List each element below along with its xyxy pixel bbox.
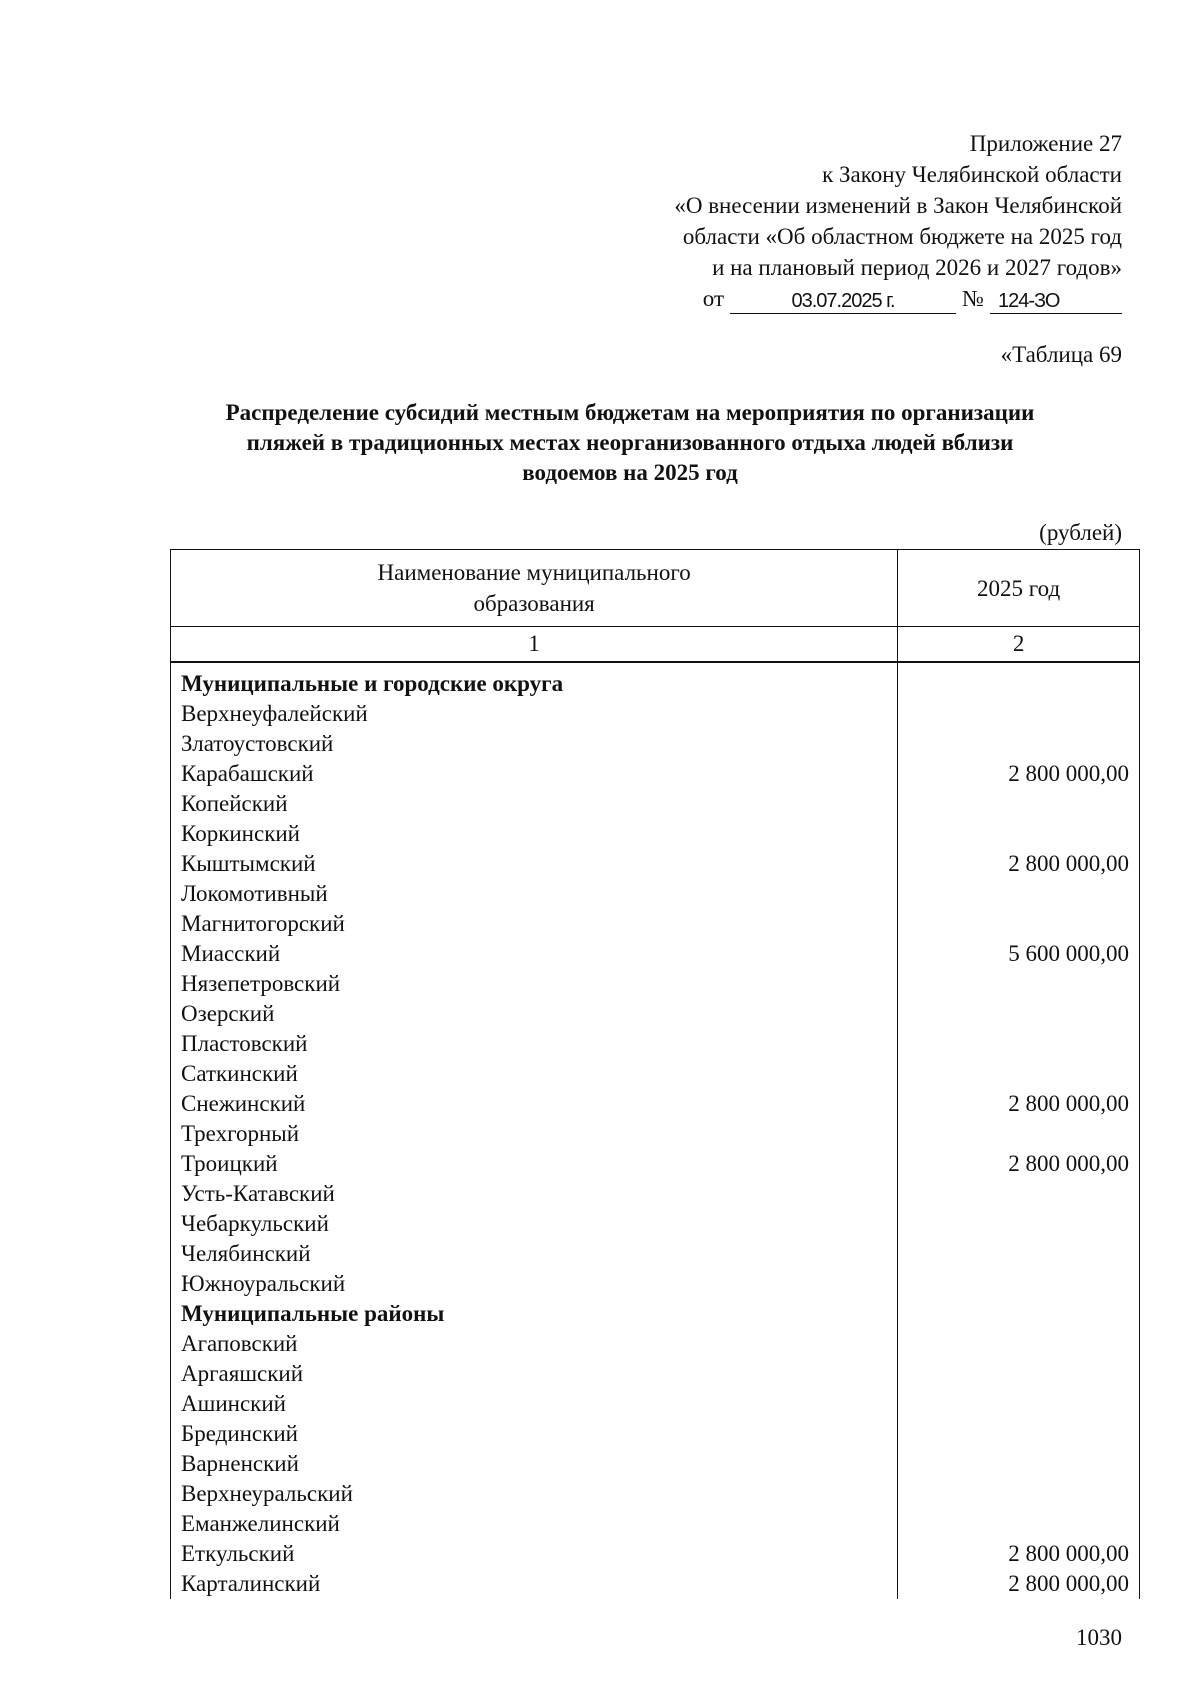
table-row: [171, 879, 1140, 909]
municipality-name: Саткинский: [171, 1059, 898, 1089]
subsidy-amount: [898, 819, 1140, 849]
table-row: [171, 1179, 1140, 1209]
municipality-name: Еманжелинский: [171, 1509, 898, 1539]
table-row: [171, 1059, 1140, 1089]
subsidy-amount: [898, 1209, 1140, 1239]
table-row: [171, 1359, 1140, 1389]
table-row: [171, 789, 1140, 819]
subsidy-amount: [898, 1299, 1140, 1329]
page-number: 1030: [1076, 1625, 1122, 1650]
table-group-row: [171, 662, 1140, 699]
subsidy-amount: 5 600 000,00: [898, 939, 1140, 969]
table-row: [171, 1569, 1140, 1599]
table-row: [171, 729, 1140, 759]
subsidy-amount: [898, 1059, 1140, 1089]
number-prefix: №: [962, 286, 984, 311]
column-number-row: [171, 627, 1140, 663]
table-row: [171, 1389, 1140, 1419]
municipality-name: Миасский: [171, 939, 898, 969]
subsidy-amount: [898, 1329, 1140, 1359]
subsidy-amount: [898, 729, 1140, 759]
municipality-name: Верхнеуфалейский: [171, 699, 898, 729]
subsidy-amount: 2 800 000,00: [898, 1569, 1140, 1599]
municipality-name: Локомотивный: [171, 879, 898, 909]
municipality-name: Нязепетровский: [171, 969, 898, 999]
table-row: [171, 1269, 1140, 1299]
municipality-name: Усть-Катавский: [171, 1179, 898, 1209]
table-row: [171, 1479, 1140, 1509]
header-line: к Закону Челябинской области: [822, 162, 1122, 187]
table-row: [171, 1509, 1140, 1539]
table-row: [171, 1239, 1140, 1269]
table-row: [171, 699, 1140, 729]
municipality-name: Южноуральский: [171, 1269, 898, 1299]
table-row: [171, 819, 1140, 849]
subsidy-amount: [898, 662, 1140, 699]
table-row: [171, 999, 1140, 1029]
subsidy-amount: [898, 1449, 1140, 1479]
subsidy-amount: 2 800 000,00: [898, 1149, 1140, 1179]
law-date: 03.07.2025 г.: [730, 289, 956, 314]
column-number: 1: [171, 627, 898, 663]
unit-label: (рублей): [1039, 520, 1122, 545]
column-number: 2: [898, 627, 1140, 663]
municipality-name: Чебаркульский: [171, 1209, 898, 1239]
table-row: [171, 1329, 1140, 1359]
subsidy-amount: [898, 879, 1140, 909]
municipality-name: Троицкий: [171, 1149, 898, 1179]
subsidy-amount: [898, 1029, 1140, 1059]
table-group-row: [171, 1299, 1140, 1329]
table-row: [171, 1089, 1140, 1119]
table-header-row: [171, 550, 1140, 627]
municipality-name: Трехгорный: [171, 1119, 898, 1149]
law-number: 124-ЗО: [990, 289, 1122, 314]
table-row: [171, 909, 1140, 939]
subsidy-amount: [898, 1359, 1140, 1389]
table-row: [171, 1539, 1140, 1569]
table-row: [171, 1449, 1140, 1479]
subsidy-amount: 2 800 000,00: [898, 849, 1140, 879]
subsidy-amount: [898, 969, 1140, 999]
subsidy-amount: 2 800 000,00: [898, 759, 1140, 789]
municipality-name: Коркинский: [171, 819, 898, 849]
municipality-name: Снежинский: [171, 1089, 898, 1119]
municipality-name: Еткульский: [171, 1539, 898, 1569]
table-row: [171, 1119, 1140, 1149]
table-row: [171, 1149, 1140, 1179]
subsidy-amount: 2 800 000,00: [898, 1539, 1140, 1569]
subsidy-amount: [898, 1509, 1140, 1539]
municipality-name: Муниципальные районы: [171, 1299, 898, 1329]
column-header-name: Наименование муниципального образования: [171, 550, 898, 627]
municipality-name: Пластовский: [171, 1029, 898, 1059]
title-line: пляжей в традиционных местах неорганизованного отдыха людей вблизи: [246, 430, 1014, 455]
table-row: [171, 1209, 1140, 1239]
subsidy-amount: [898, 1479, 1140, 1509]
table-row: [171, 1029, 1140, 1059]
subsidy-amount: [898, 909, 1140, 939]
municipality-name: Муниципальные и городские округа: [171, 662, 898, 699]
header-line: области «Об областном бюджете на 2025 год: [682, 224, 1122, 249]
municipality-name: Верхнеуральский: [171, 1479, 898, 1509]
title-line: Распределение субсидий местным бюджетам на мероприятия по организации: [225, 400, 1035, 425]
subsidy-amount: [898, 1389, 1140, 1419]
table-row: [171, 759, 1140, 789]
date-prefix: от: [702, 286, 725, 311]
appendix-header: [674, 128, 1122, 314]
municipality-name: Варненский: [171, 1449, 898, 1479]
municipality-name: Аргаяшский: [171, 1359, 898, 1389]
subsidy-amount: [898, 999, 1140, 1029]
subsidy-amount: 2 800 000,00: [898, 1089, 1140, 1119]
table-row: [171, 969, 1140, 999]
header-line: «О внесении изменений в Закон Челябинской: [674, 193, 1122, 218]
table-label: «Таблица 69: [1000, 342, 1122, 367]
subsidy-amount: [898, 1239, 1140, 1269]
subsidy-amount: [898, 1419, 1140, 1449]
signature-row: [674, 283, 1122, 314]
municipality-name: Кыштымский: [171, 849, 898, 879]
subsidy-amount: [898, 699, 1140, 729]
subsidy-table: [170, 549, 1140, 1599]
municipality-name: Озерский: [171, 999, 898, 1029]
municipality-name: Карталинский: [171, 1569, 898, 1599]
header-line: Приложение 27: [969, 131, 1122, 156]
municipality-name: Карабашский: [171, 759, 898, 789]
title-line: водоемов на 2025 год: [522, 460, 738, 485]
municipality-name: Магнитогорский: [171, 909, 898, 939]
header-line: и на плановый период 2026 и 2027 годов»: [712, 255, 1122, 280]
municipality-name: Агаповский: [171, 1329, 898, 1359]
municipality-name: Ашинский: [171, 1389, 898, 1419]
municipality-name: Челябинский: [171, 1239, 898, 1269]
municipality-name: Копейский: [171, 789, 898, 819]
document-title: [150, 398, 1110, 488]
column-header-year: 2025 год: [898, 550, 1140, 627]
table-row: [171, 939, 1140, 969]
table-row: [171, 849, 1140, 879]
municipality-name: Златоустовский: [171, 729, 898, 759]
subsidy-amount: [898, 1119, 1140, 1149]
subsidy-amount: [898, 1269, 1140, 1299]
subsidy-amount: [898, 789, 1140, 819]
subsidy-amount: [898, 1179, 1140, 1209]
municipality-name: Брединский: [171, 1419, 898, 1449]
table-body: [171, 662, 1140, 1599]
table-row: [171, 1419, 1140, 1449]
